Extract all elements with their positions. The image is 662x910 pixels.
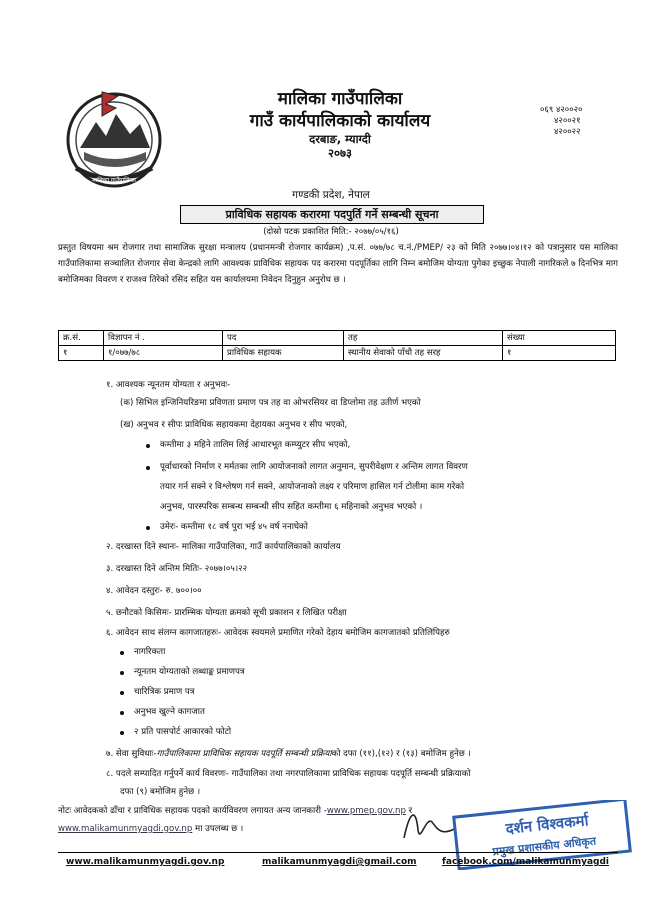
bullet-icon <box>120 651 124 655</box>
skill-computer: कम्तीमा ३ महिने तालिम लिई आधारभूत कम्प्युटर सीप भएको, <box>160 440 351 450</box>
cell-post: प्राविधिक सहायक <box>223 346 344 361</box>
cell-serial: १ <box>59 346 104 361</box>
note-and: र <box>405 806 413 816</box>
government-emblem-icon <box>58 82 170 194</box>
bullet-icon <box>146 466 150 470</box>
col-count: संख्या <box>503 331 616 346</box>
bullet-icon <box>120 731 124 735</box>
skill-infrastructure-3: अनुभव, पारस्परिक सम्बन्ध सम्बन्धी सीप सहित कम्तीमा ६ महिनाको अनुभव भएको । <box>160 502 423 512</box>
cell-level: स्थानीय सेवाको पाँचौ तह सरह <box>344 346 503 361</box>
bullet-icon <box>146 526 150 530</box>
col-serial: क्र.सं. <box>59 331 104 346</box>
doc-photo: २ प्रति पासपोर्ट आकारको फोटो <box>134 727 232 737</box>
municipality-link[interactable]: www.malikamunmyagdi.gov.np <box>58 824 193 834</box>
office-address: दरबाङ, म्याग्दी <box>309 132 371 146</box>
bullet-icon <box>146 444 150 448</box>
table-header-row <box>59 331 616 346</box>
age-requirement: उमेरः- कम्तीमा १८ वर्ष पुरा भई ४५ वर्ष ननाघेको <box>160 522 308 532</box>
section-8-line1: ८. पदले सम्पादित गर्नुपर्ने कार्य विवरणः- गाउँपालिका तथा नगरपालिकामा प्राविधिक सहायक पदपूर्ति सम्बन्धी प्रक्रियाको <box>106 769 471 779</box>
bullet-icon <box>120 711 124 715</box>
bullet-icon <box>120 691 124 695</box>
bullet-icon <box>120 671 124 675</box>
phone-1: ०६९ ४२००२० <box>540 105 583 115</box>
section-7-clause: को दफा (११),(१२) र (१३) बमोजिम हुनेछ । <box>331 749 471 759</box>
cell-advert-no: १/०७७/७८ <box>104 346 223 361</box>
footer-facebook[interactable]: facebook.com/malikamunmyagdi <box>442 857 609 867</box>
note-end: मा उपलब्ध छ । <box>192 824 244 834</box>
doc-character: चारित्रिक प्रमाण पत्र <box>134 687 195 697</box>
section-7 <box>106 747 471 761</box>
col-post: पद <box>223 331 344 346</box>
section-4: ४. आवेदन दस्तुरः- रु. ७००।०० <box>106 586 202 596</box>
stamp-role: प्रमुख प्रशासकीय अधिकृत <box>491 834 597 859</box>
skill-infrastructure-2: तयार गर्न सक्ने र विश्लेषण गर्न सक्ने, आयोजनाको लक्ष्य र परिमाण हासिल गर्न टोलीमा काम गरेको <box>160 482 465 492</box>
doc-experience: अनुभव खुल्ने कागजात <box>134 707 205 717</box>
phone-2: ४२००२१ <box>554 116 581 126</box>
phone-numbers <box>540 105 582 138</box>
section-2: २. दरखास्त दिने स्थानः- मालिका गाउँपालिका, गाउँ कार्यपालिकाको कार्यालय <box>106 542 341 552</box>
footer-email[interactable]: malikamunmyagdi@gmail.com <box>262 857 417 867</box>
col-level: तह <box>344 331 503 346</box>
note-text: नोटः आवेदकको ढाँचा र प्राविधिक सहायक पदको कार्यविवरण लगायत अन्य जानकारी - <box>58 806 327 816</box>
pmep-link[interactable]: www.pmep.gov.np <box>326 806 406 816</box>
stamp-name: दर्शन विश्वकर्मा <box>504 811 590 838</box>
section-7-procedure: गाउँपालिकामा प्राविधिक सहायक पदपूर्ति सम्बन्धी प्रक्रिया <box>156 749 332 759</box>
section-3: ३. दरखास्त दिने अन्तिम मितिः- २०७७।०५।२२ <box>106 564 248 574</box>
cell-count: १ <box>503 346 616 361</box>
section-1-title: १. आवश्यक न्यूनतम योग्यता र अनुभवः- <box>106 380 231 390</box>
emblem-caption: मालिका गाउँपालिका <box>92 177 136 184</box>
established-year: २०७३ <box>328 146 352 160</box>
section-5: ५. छनौटको किसिमः- प्रारम्भिक योग्यता क्रमको सूची प्रकाशन र लिखित परीक्षा <box>106 608 347 618</box>
phone-3: ४२००२२ <box>554 127 581 137</box>
intro-paragraph: प्रस्तुत विषयमा श्रम रोजगार तथा सामाजिक सुरक्षा मन्त्रालय (प्रधानमन्त्री रोजगार कार्यक्रम) ,प.सं. ०७७/७८ च.नं./PMEP/ २३ को मिति २०७७।०४।१२ को पत्रानुसार यस मालिका गाउँपालिकामा सञ्चालित रोजगार सेवा केन्द्रको लागि आवश्यक प्राविधिक सहायक पद करारमा पदपूर्तिका लागि निम्न बमोजिम योग्यता पुगेका इच्छुक नेपाली नागरिकले ७ दिनभित्र माग बमोजिमका विवरण र राजश्व तिरेको रसिद सहित यस कार्यालयमा निवेदन दिनुहुन अनुरोध छ । <box>58 243 618 285</box>
office-name: गाउँ कार्यपालिकाको कार्यालय <box>249 111 431 131</box>
section-6-title: ६. आवेदन साथ संलग्न कागजातहरुः- आवेदक स्वयमले प्रमाणित गरेको देहाय बमोजिम कागजातको प्रतिलिपिहरु <box>106 628 450 638</box>
province: गण्डकी प्रदेश, नेपाल <box>292 189 370 201</box>
municipality-name: मालिका गाउँपालिका <box>277 89 403 109</box>
footer-divider <box>58 852 618 853</box>
office-header <box>170 88 510 160</box>
skill-infrastructure-1: पूर्वाधारको निर्माण र मर्मतका लागि आयोजनाको लागत अनुमान, सुपरीवेक्षण र अन्तिम लागत विवरण <box>160 462 468 472</box>
col-advert-no: विज्ञापन नं . <box>104 331 223 346</box>
footer-website[interactable]: www.malikamunmyagdi.gov.np <box>66 857 225 867</box>
notice-title: प्राविधिक सहायक करारमा पदपुर्ति गर्ने सम्बन्धी सूचना <box>180 205 484 224</box>
vacancy-table <box>58 330 616 361</box>
published-date: (दोस्रो पटक प्रकाशित मिति:- २०७७/०५/१६) <box>263 227 399 237</box>
doc-citizenship: नागरिकता <box>134 647 166 657</box>
table-row <box>59 346 616 361</box>
section-7-label: ७. सेवा सुविधाः- <box>106 749 157 759</box>
section-8-line2: दफा (९) बमोजिम हुनेछ । <box>120 787 201 797</box>
section-1-k: (क) सिभिल इन्जिनियरिङमा प्रविणता प्रमाण पत्र तह वा ओभरसियर वा डिप्लोमा तह उतीर्ण भएको <box>120 398 421 408</box>
doc-transcript: न्यूनतम योग्यताको लब्धाङ्क प्रमाणपत्र <box>134 667 245 677</box>
section-1-kh: (ख) अनुभव र सीपः प्राविधिक सहायकमा देहायका अनुभव र सीप भएको, <box>120 420 348 430</box>
